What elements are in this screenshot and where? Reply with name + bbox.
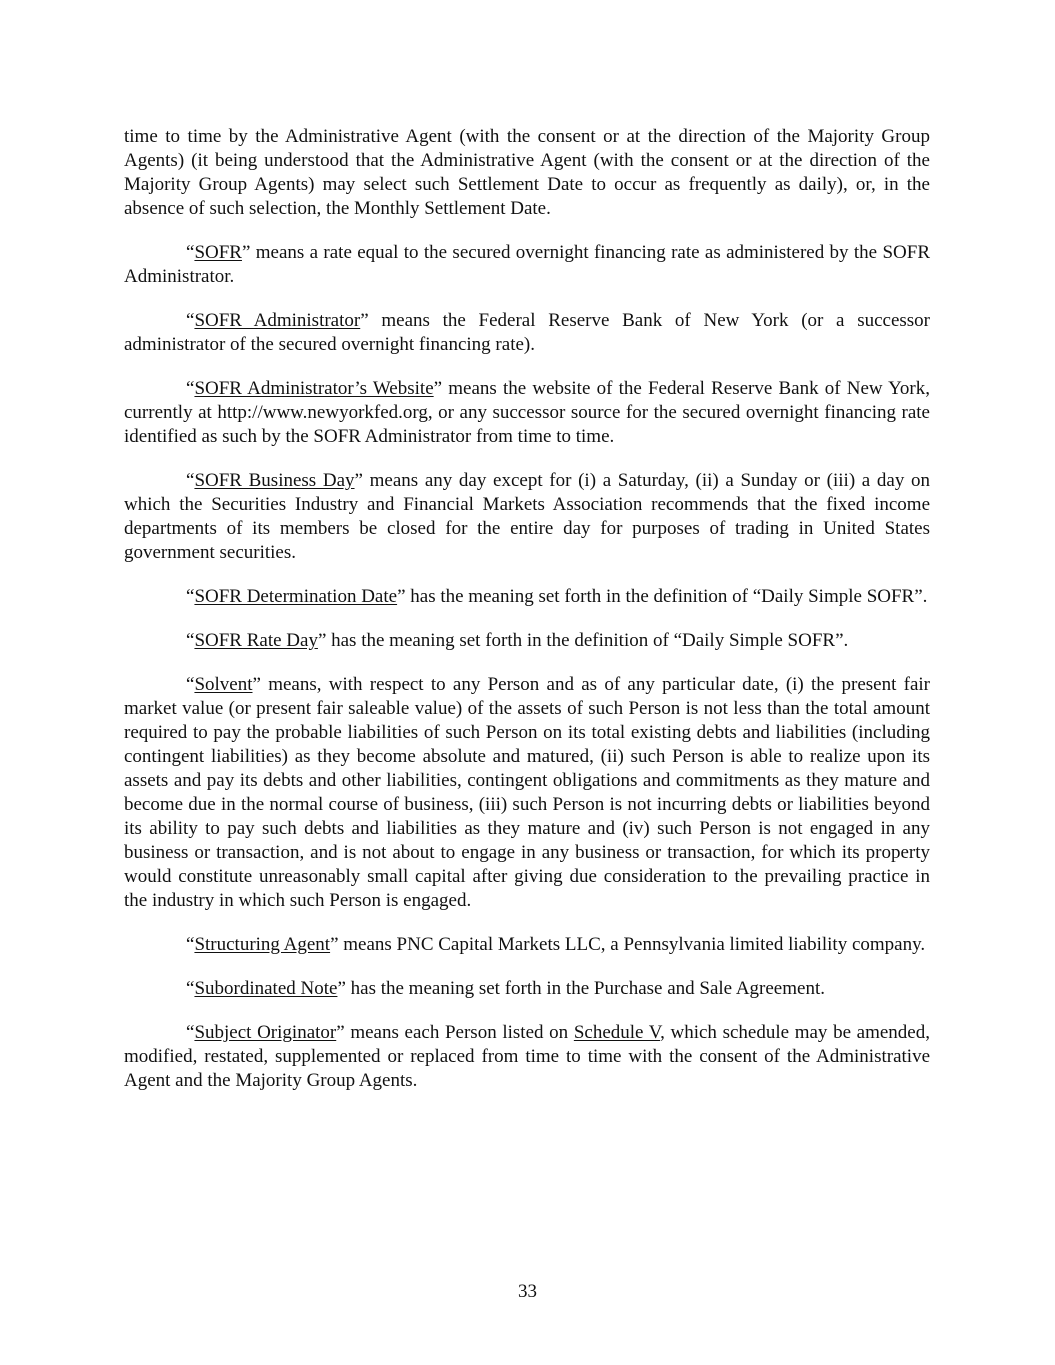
paragraph-text: time to time by the Administrative Agent (with the consent or at the direction of the Majority Group Agents) (it being understood that the Administrative Agent (with the consent or at the direction of the Majority Group Agents) may select such Settlement Date to occur as frequently as daily), or, in the absence of such selection, the Monthly Settlement Date. [124,126,930,219]
defined-term: SOFR Administrator’s Website [194,378,434,399]
definition-solvent [124,673,930,913]
definition-sofr [124,241,930,289]
definition-text: ” means any day except for (i) a Saturday, (ii) a Sunday or (iii) a day on which the Securities Industry and Financial Markets Association recommends that the fixed income departments of its members be closed for the entire day for purposes of trading in United States government securities. [124,470,931,563]
open-quote: “ [186,674,195,695]
definition-text: ” means the website of the Federal Reserve Bank of New York, currently at http://www.newyorkfed.org, or any successor source for the secured overnight financing rate identified as such by the SOFR Administrator from time to time. [124,378,930,447]
definition-text: ” has the meaning set forth in the Purchase and Sale Agreement. [337,978,825,999]
open-quote: “ [186,978,195,999]
schedule-reference: Schedule V [573,1022,661,1043]
document-page [124,125,930,1113]
definition-sofr-determination-date [124,585,930,609]
definition-subject-originator [124,1021,930,1093]
definition-text: ” means a rate equal to the secured overnight financing rate as administered by the SOFR Administrator. [124,242,930,287]
definition-subordinated-note [124,977,930,1001]
defined-term: SOFR Business Day [194,470,355,491]
open-quote: “ [186,1022,195,1043]
definition-sofr-administrator [124,309,930,357]
defined-term: SOFR Rate Day [194,630,318,651]
defined-term: Subject Originator [194,1022,337,1043]
open-quote: “ [186,378,195,399]
open-quote: “ [186,630,195,651]
definition-text: ” means PNC Capital Markets LLC, a Pennsylvania limited liability company. [330,934,926,955]
defined-term: Structuring Agent [194,934,331,955]
definition-text: , which schedule may be amended, modified, restated, supplemented or replaced from time to time with the consent of the Administrative Agent and the Majority Group Agents. [124,1022,930,1091]
definition-text: ” has the meaning set forth in the definition of “Daily Simple SOFR”. [397,586,928,607]
defined-term: SOFR Determination Date [194,586,398,607]
defined-term: SOFR Administrator [194,310,361,331]
definition-sofr-administrator-website [124,377,930,449]
definition-sofr-business-day [124,469,930,565]
open-quote: “ [186,470,195,491]
page-number: 33 [518,1281,537,1302]
open-quote: “ [186,242,195,263]
paragraph-settlement-continuation [124,125,930,221]
definition-sofr-rate-day [124,629,930,653]
definition-structuring-agent [124,933,930,957]
defined-term: Solvent [194,674,253,695]
defined-term: Subordinated Note [194,978,338,999]
definition-text: ” means the Federal Reserve Bank of New York (or a successor administrator of the secured overnight financing rate). [124,310,931,355]
defined-term: SOFR [194,242,242,263]
definition-text: ” means, with respect to any Person and as of any particular date, (i) the present fair market value (or present fair saleable value) of the assets of such Person is not less than the total amount required to pay the probable liabilities of such Person on its total existing debts and liabilities (including contingent liabilities) as they become absolute and matured, (ii) such Person is able to realize upon its assets and pay its debts and other liabilities, contingent obligations and commitments as they mature and become due in the normal course of business, (iii) such Person is not incurring debts or liabilities beyond its ability to pay such debts and liabilities as they mature and (iv) such Person is not engaged in any business or transaction, and is not about to engage in any business or transaction, for which its property would constitute unreasonably small capital after giving due consideration to the prevailing practice in the industry in which such Person is engaged. [124,674,930,911]
definition-text: ” has the meaning set forth in the definition of “Daily Simple SOFR”. [317,630,849,651]
open-quote: “ [186,934,195,955]
open-quote: “ [186,586,195,607]
open-quote: “ [186,310,195,331]
definition-text: ” means each Person listed on [336,1022,574,1043]
